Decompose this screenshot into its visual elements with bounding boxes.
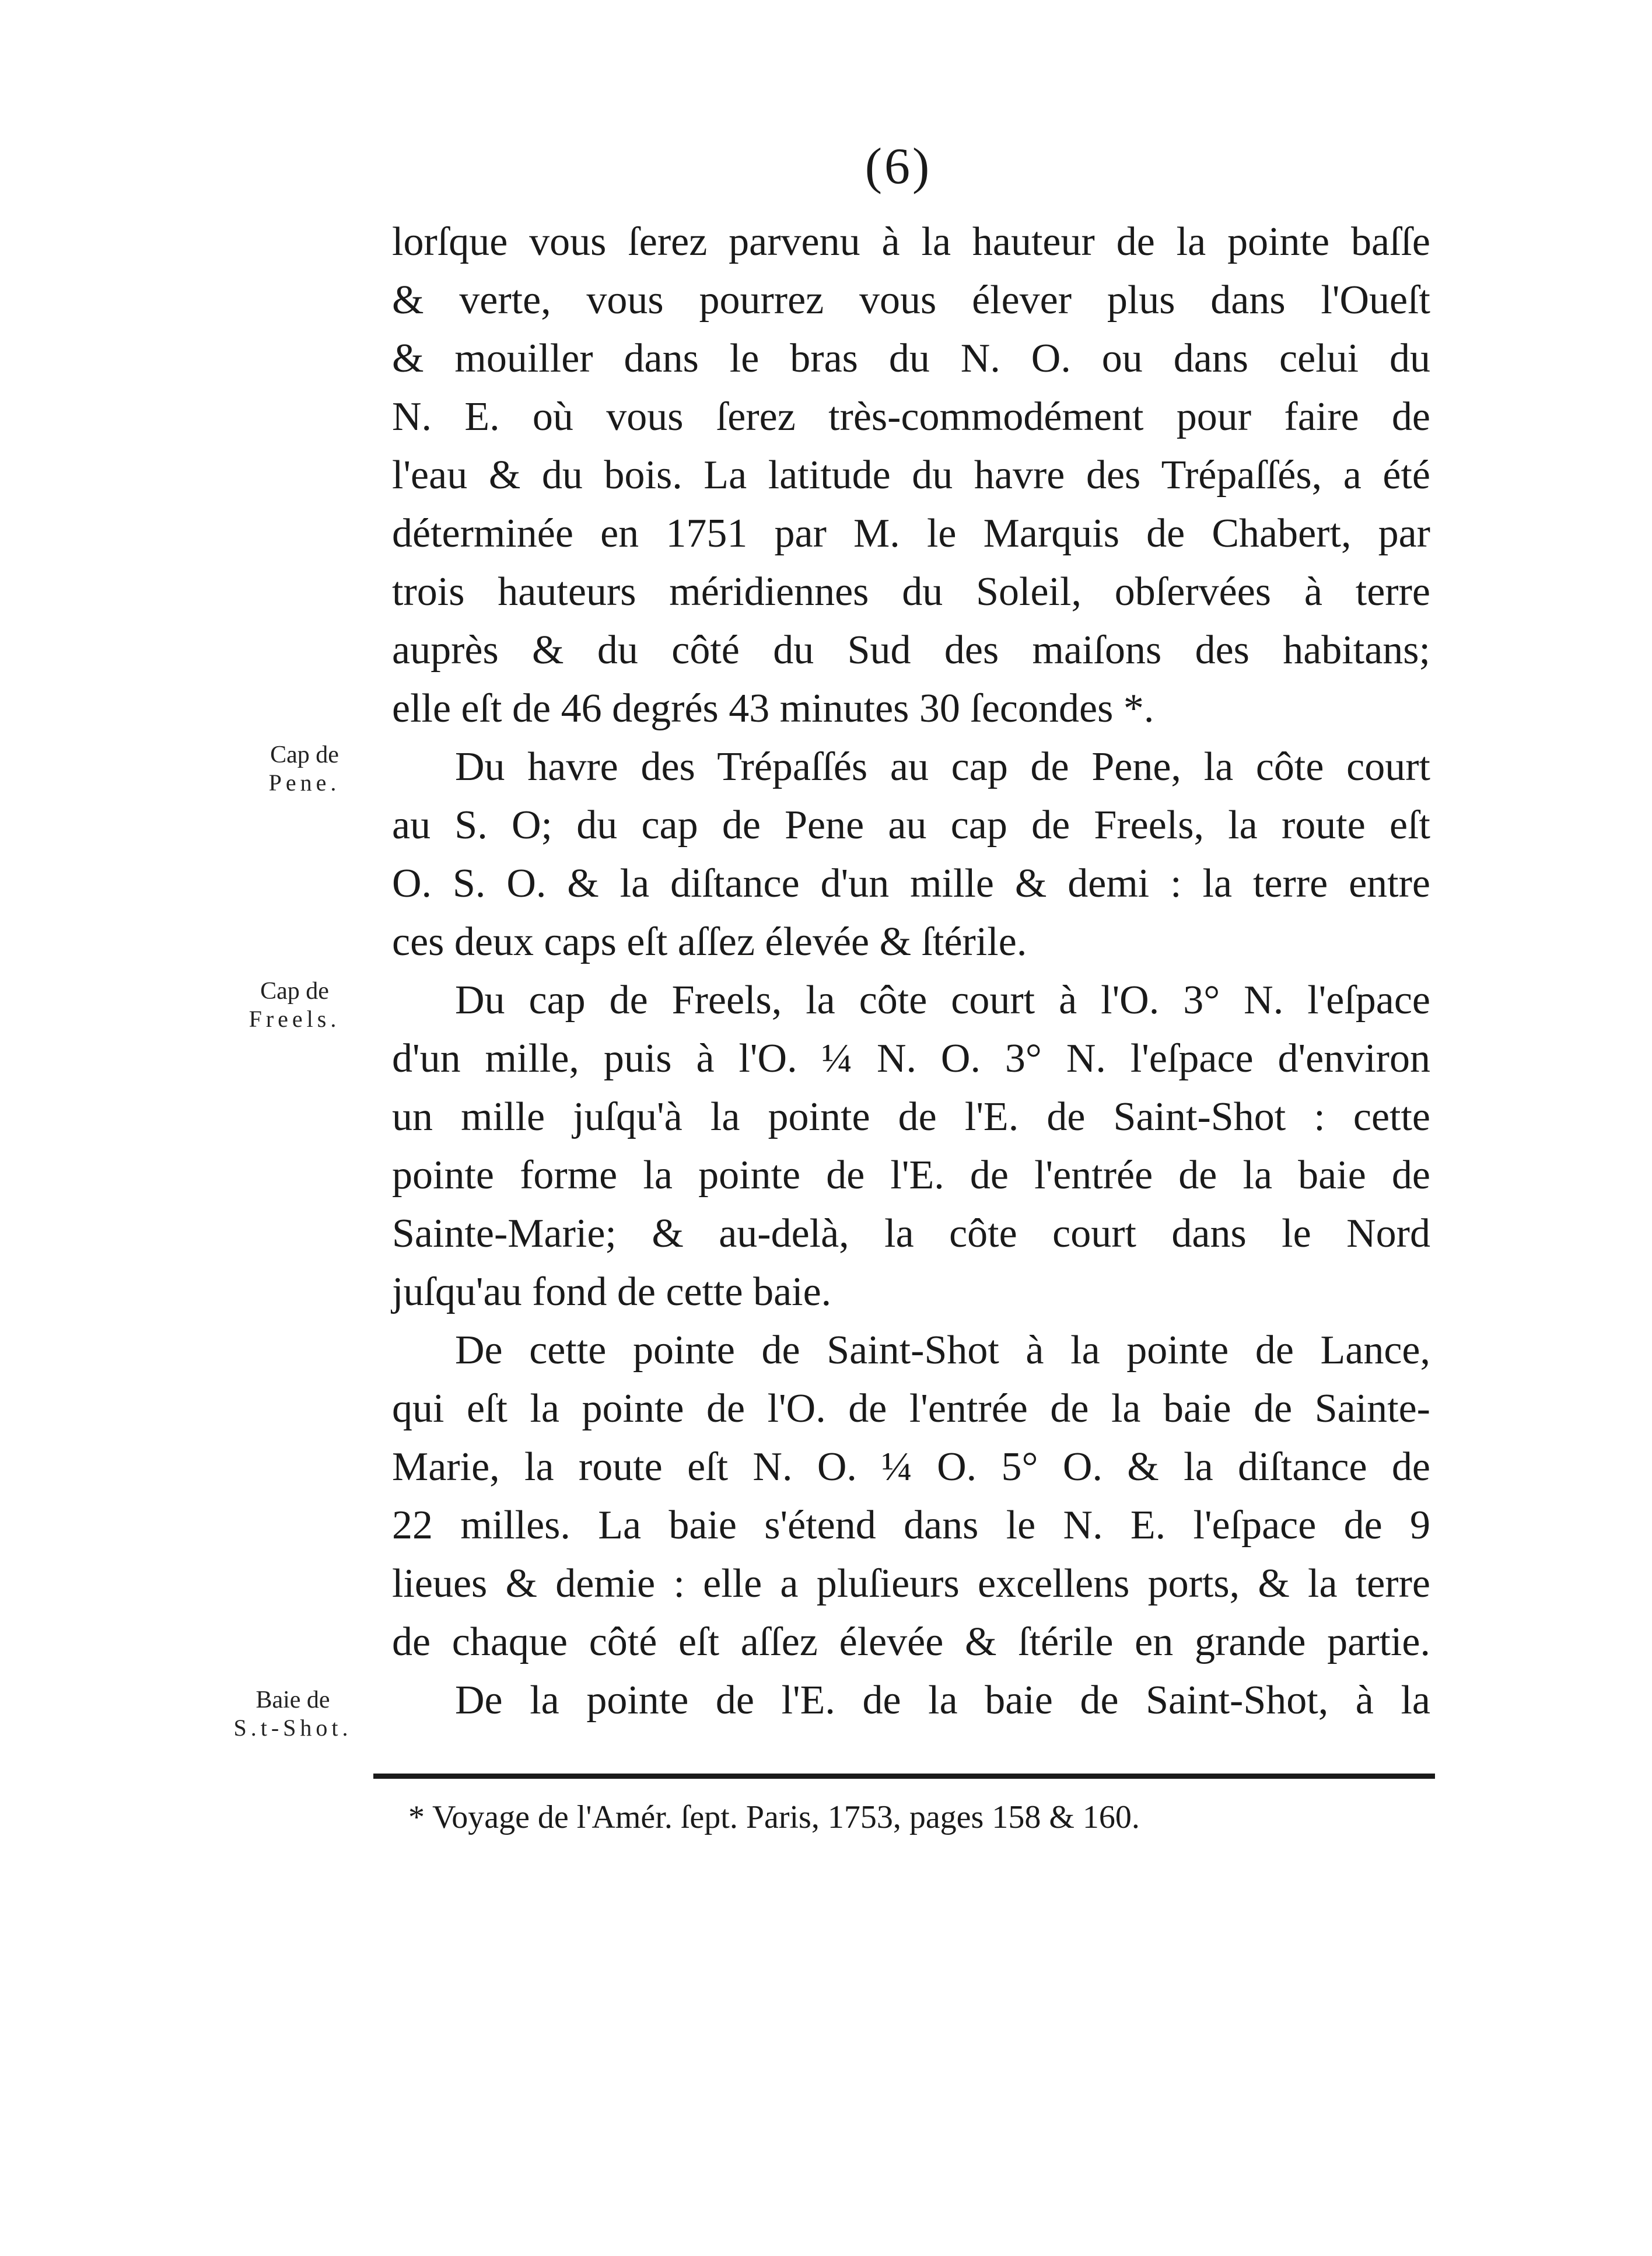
text-line: auprès & du côté du Sud des maiſons des habitans; [392,628,1430,673]
margin-note-line: Pene. [268,770,341,796]
text-line: déterminée en 1751 par M. le Marquis de Chabert, par [392,511,1430,556]
text-line: & verte, vous pourrez vous élever plus dans l'Oueſt [392,278,1430,323]
margin-note-line: S.t-Shot. [233,1715,352,1741]
margin-note-cap-de-pene [240,741,369,797]
text-line: ces deux caps eſt aſſez élevée & ſtérile. [392,919,1027,964]
main-text [392,213,1430,1730]
text-line: De la pointe de l'E. de la baie de Saint-Shot, à la [455,1678,1430,1723]
text-line: l'eau & du bois. La latitude du havre des Trépaſſés, a été [392,453,1430,498]
text-line: juſqu'au fond de cette baie. [392,1269,832,1314]
text-line: au S. O; du cap de Pene au cap de Freels, la route eſt [392,803,1430,848]
footnote: * Voyage de l'Amér. ſept. Paris, 1753, pages 158 & 160. [408,1799,1140,1835]
text-line: & mouiller dans le bras du N. O. ou dans celui du [392,336,1430,381]
margin-note-baie-de-saint-shot [205,1686,380,1742]
text-line: lieues & demie : elle a pluſieurs excellens ports, & la terre [392,1561,1430,1606]
margin-note-line: Cap de [270,741,339,768]
text-line: Du havre des Trépaſſés au cap de Pene, la côte court [455,744,1430,789]
text-line: de chaque côté eſt aſſez élevée & ſtérile en grande partie. [392,1620,1430,1664]
margin-note-line: Baie de [256,1687,330,1713]
margin-note-line: Freels. [249,1006,341,1032]
page-number: (6) [864,138,932,195]
text-line: pointe forme la pointe de l'E. de l'entrée de la baie de [392,1153,1430,1198]
text-line: De cette pointe de Saint-Shot à la pointe de Lance, [455,1328,1430,1373]
text-line: Du cap de Freels, la côte court à l'O. 3° N. l'eſpace [455,978,1430,1023]
margin-note-line: Cap de [260,978,329,1005]
text-line: 22 milles. La baie s'étend dans le N. E. l'eſpace de 9 [392,1503,1430,1548]
text-line: Marie, la route eſt N. O. ¼ O. 5° O. & la diſtance de [392,1444,1430,1489]
margin-note-cap-de-freels [210,977,379,1033]
text-line: O. S. O. & la diſtance d'un mille & demi : la terre entre [392,861,1430,906]
text-line: un mille juſqu'à la pointe de l'E. de Saint-Shot : cette [392,1094,1430,1139]
footnote-rule [373,1774,1435,1779]
text-line: trois hauteurs méridiennes du Soleil, obſervées à terre [392,569,1430,614]
text-line: d'un mille, puis à l'O. ¼ N. O. 3° N. l'eſpace d'environ [392,1036,1430,1081]
text-line: lorſque vous ſerez parvenu à la hauteur de la pointe baſſe [392,219,1430,264]
text-line: qui eſt la pointe de l'O. de l'entrée de la baie de Sainte- [392,1386,1430,1431]
text-line: Sainte-Marie; & au-delà, la côte court dans le Nord [392,1211,1430,1256]
text-line: N. E. où vous ſerez très-commodément pour faire de [392,394,1430,439]
text-line: elle eſt de 46 degrés 43 minutes 30 ſecondes *. [392,686,1154,731]
